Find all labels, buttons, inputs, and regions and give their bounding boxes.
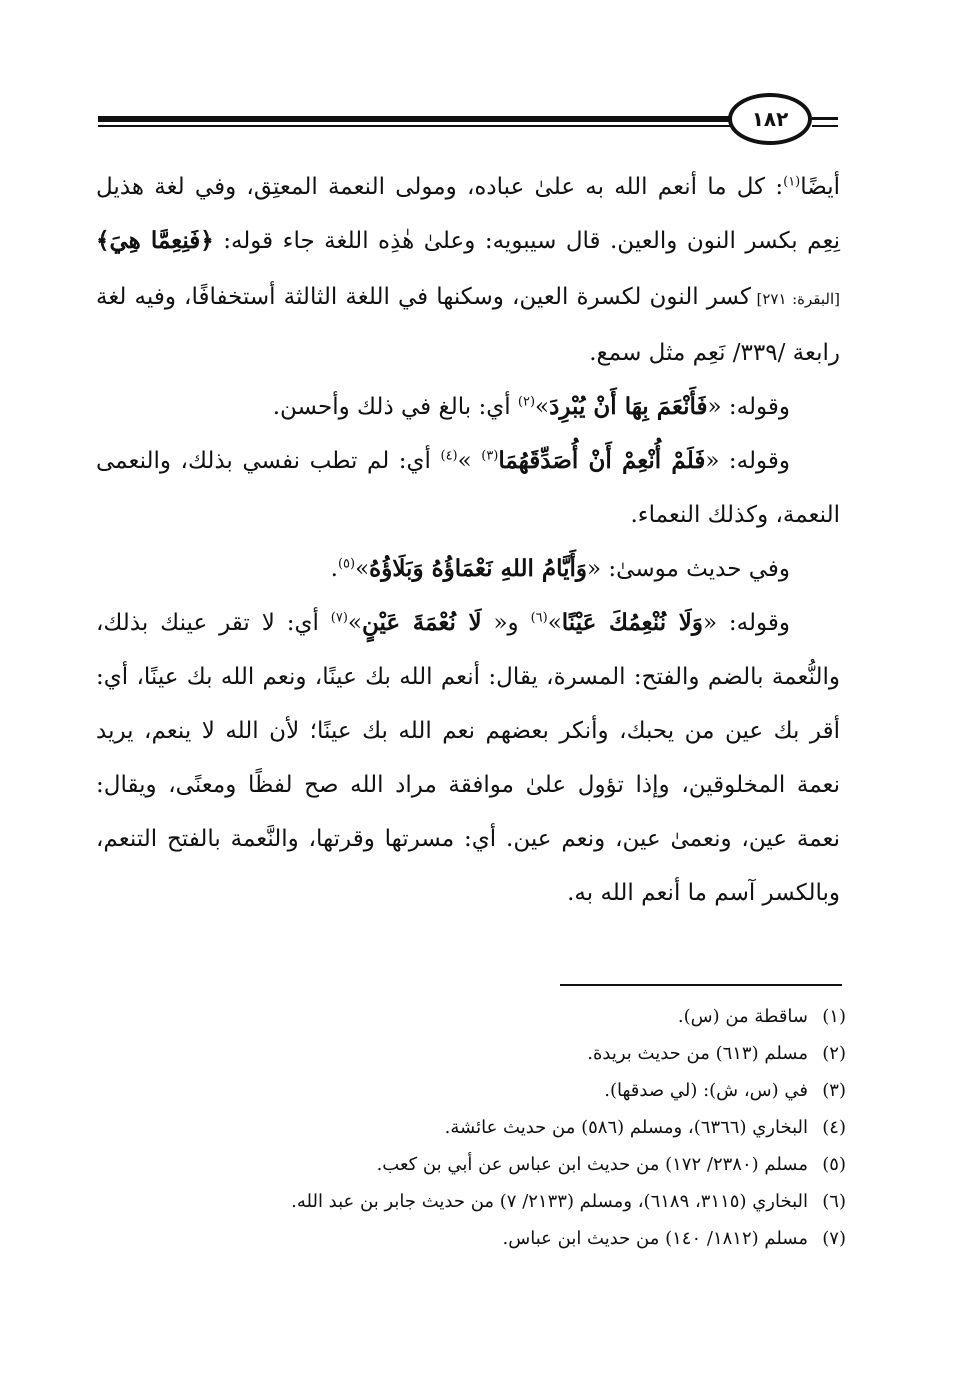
text-span: » — [547, 610, 562, 636]
text-span: وقوله: « — [705, 448, 790, 474]
main-text — [96, 160, 840, 920]
page-number: ١٨٢ — [751, 107, 789, 131]
footnote-number: (٧) — [822, 1228, 846, 1249]
hadith-quote: لَا نُعْمَةَ عَيْنٍ — [361, 609, 482, 636]
paragraph-2 — [96, 380, 840, 434]
header-ornament — [812, 117, 838, 127]
paragraph-4 — [96, 542, 840, 596]
header-rule-thick — [98, 116, 738, 122]
footnote-6 — [96, 1183, 846, 1220]
paragraph-3 — [96, 434, 840, 542]
text-span: أي: بالغ في ذلك وأحسن. — [272, 394, 518, 420]
text-span: » — [535, 394, 550, 420]
footnote-text: في (س، ش): (لي صدقها). — [604, 1080, 808, 1101]
header-rule-thin — [98, 125, 738, 127]
quran-verse: ﴿فَنِعِمَّا هِيَ﴾ — [96, 227, 214, 254]
hadith-quote: فَأَنْعَمَ بِهَا أَنْ يُبْرِدَ — [549, 393, 708, 420]
footnote-number: (٤) — [822, 1117, 846, 1138]
paragraph-5 — [96, 596, 840, 920]
text-span: أي: لم تطب نفسي بذلك، والنعمى النعمة، وكذلك النعماء. — [96, 448, 840, 528]
text-span: وفي حديث موسىٰ: « — [587, 556, 790, 582]
text-span: » — [355, 556, 370, 582]
footnotes — [96, 998, 846, 1257]
footnote-4 — [96, 1109, 846, 1146]
footnote-text: ساقطة من (س). — [677, 1006, 808, 1027]
footnote-number: (٣) — [822, 1080, 846, 1101]
footnote-text: البخاري (٣١١٥، ٦١٨٩)، ومسلم (٢١٣٣/ ٧) من حديث جابر بن عبد الله. — [291, 1191, 808, 1212]
footnote-ref-3[interactable]: (٣) — [481, 448, 499, 464]
text-span: » — [347, 610, 362, 636]
text-span: أيضًا — [800, 174, 840, 200]
footnote-ref-2[interactable]: (٢) — [517, 394, 536, 410]
text-span: و« — [481, 610, 531, 636]
text-span: » — [457, 448, 482, 474]
footnote-7 — [96, 1220, 846, 1257]
text-span: أي: لا تقر عينك بذلك، والنُّعمة بالضم والفتح: المسرة، يقال: أنعم الله بك عينًا، ونعم الله بك عينًا، أي: أقر بك عين من يحبك، وأنكر بعضهم نعم الله بك عينًا؛ لأن الله لا ينعم، يريد نعمة المخلوقين، وإذا تؤول علىٰ موافقة مراد الله صح لفظًا ومعنًى، ويقال: نعمة عين، ونعمىٰ عين، ونعم عين. أي: مسرتها وقرتها، والنَّعمة بالفتح التنعم، وبالكسر آسم ما أنعم الله به. — [96, 610, 840, 906]
footnote-ref-1[interactable]: (١) — [783, 174, 801, 190]
footnote-ref-4[interactable]: (٤) — [440, 448, 458, 464]
footnote-text: مسلم (١٨١٢/ ١٤٠) من حديث ابن عباس. — [502, 1228, 808, 1249]
hadith-quote: فَلَمْ أُنْعِمْ أَنْ أُصَدِّقَهُمَا — [498, 447, 706, 474]
footnote-separator — [560, 984, 842, 986]
footnote-3 — [96, 1072, 846, 1109]
footnote-number: (١) — [822, 1006, 846, 1027]
footnote-number: (٥) — [822, 1154, 846, 1175]
text-span: وقوله: « — [707, 394, 790, 420]
footnote-2 — [96, 1035, 846, 1072]
footnote-text: البخاري (٦٣٦٦)، ومسلم (٥٨٦) من حديث عائشة. — [444, 1117, 808, 1138]
hadith-quote: وَأَيَّامُ اللهِ نَعْمَاؤُهُ وَبَلَاؤُهُ — [369, 555, 588, 582]
page-number-badge — [728, 93, 812, 145]
footnote-number: (٦) — [822, 1191, 846, 1212]
footnote-1 — [96, 998, 846, 1035]
footnote-number: (٢) — [822, 1043, 846, 1064]
footnote-ref-6[interactable]: (٦) — [530, 610, 548, 626]
page-header — [98, 92, 838, 152]
text-span: كسر النون لكسرة العين، وسكنها في اللغة الثالثة أستخفافًا، وفيه لغة رابعة /٣٣٩/ نَعِم مثل سمع. — [96, 284, 840, 366]
footnote-5 — [96, 1146, 846, 1183]
footnote-ref-7[interactable]: (٧) — [330, 610, 348, 626]
surah-reference: [البقرة: ٢٧١] — [750, 290, 840, 308]
footnote-text: مسلم (٦١٣) من حديث بريدة. — [587, 1043, 808, 1064]
text-span: : كل ما أنعم الله به علىٰ عباده، ومولى النعمة المعتِق، وفي لغة هذيل نِعِم بكسر النون والعين. قال سيبويه: وعلىٰ هٰذِه اللغة جاء قوله: — [96, 174, 840, 254]
paragraph-1 — [96, 160, 840, 380]
hadith-quote: وَلَا نُنْعِمُكَ عَيْنًا — [561, 609, 703, 636]
footnote-text: مسلم (٢٣٨٠/ ١٧٢) من حديث ابن عباس عن أبي بن كعب. — [376, 1154, 808, 1175]
text-span: . — [330, 556, 338, 582]
text-span: وقوله: « — [702, 610, 790, 636]
footnote-ref-5[interactable]: (٥) — [337, 556, 356, 572]
